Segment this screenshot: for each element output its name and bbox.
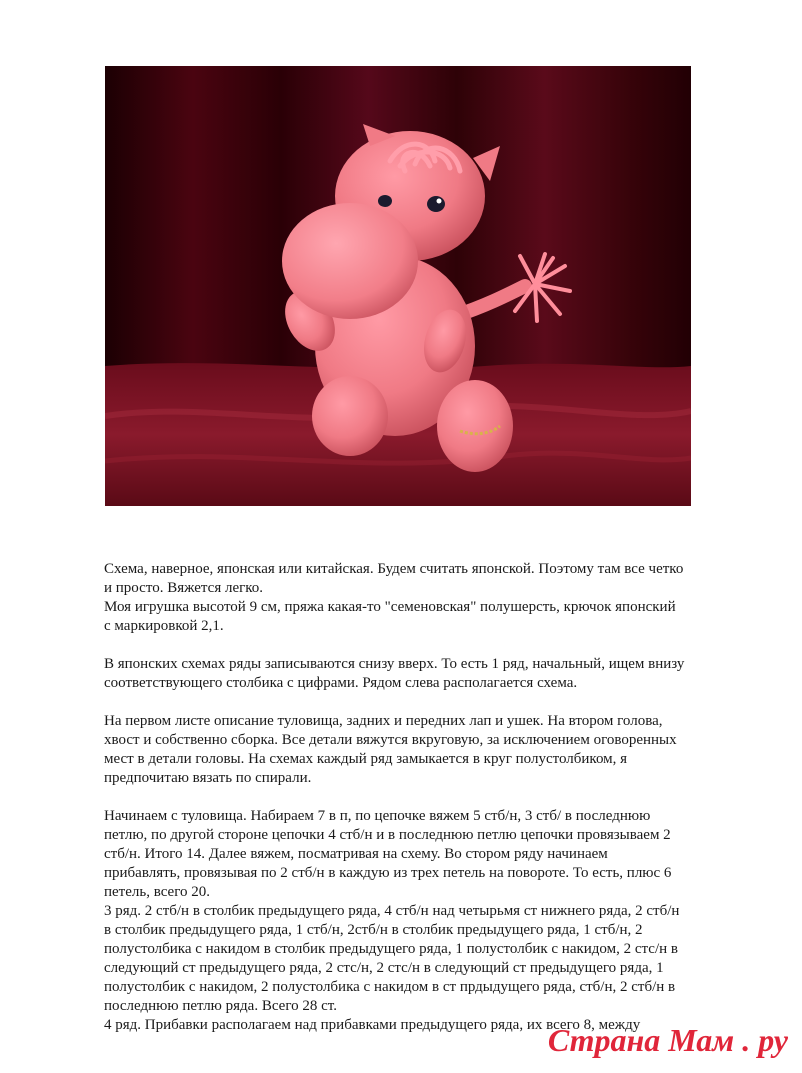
text-line: в столбик предыдущего ряда, 1 стб/н, 2стб/н в столбик предыдущего ряда, 1 стб/н, 2 <box>104 922 643 938</box>
text-line: полустолбик с накидом, 2 полустолбика с накидом в ст прдыдущего ряда, стб/н, 2 стб/н в <box>104 979 676 995</box>
text-line: На первом листе описание туловища, задних и передних лап и ушек. На втором голова, <box>104 713 663 729</box>
paragraph <box>104 655 724 693</box>
text-line: полустолбика с накидом в столбик предыдущего ряда, 1 полустолбик с накидом, 2 стс/н в <box>104 941 678 957</box>
text-line: последнюю петлю ряда. Всего 28 ст. <box>104 998 337 1014</box>
text-line: Моя игрушка высотой 9 см, пряжа какая-то "семеновская" полушерсть, крючок японский <box>104 599 676 615</box>
text-line: мест в детали головы. На схемах каждый ряд замыкается в круг полустолбиком, я <box>104 751 628 767</box>
text-line: Схема, наверное, японская или китайская. Будем считать японской. Поэтому там все четко <box>104 561 684 577</box>
article-text <box>104 560 724 1054</box>
text-line: предпочитаю вязать по спирали. <box>104 770 312 786</box>
text-line: В японских схемах ряды записываются снизу вверх. То есть 1 ряд, начальный, ищем внизу <box>104 656 685 672</box>
text-line: и просто. Вяжется легко. <box>104 580 264 596</box>
text-line: соответствующего столбика с цифрами. Рядом слева располагается схема. <box>104 675 578 691</box>
text-line: петель, всего 20. <box>104 884 210 900</box>
text-line: прибавлять, провязывая по 2 стб/н в каждую из трех петель на повороте. То есть, плюс 6 <box>104 865 672 881</box>
text-line: следующий ст предыдущего ряда, 2 стс/н, 2 стс/н в следующий ст предыдущего ряда, 1 <box>104 960 664 976</box>
site-watermark: Страна Мам . ру <box>547 1022 788 1058</box>
text-line: Начинаем с туловища. Набираем 7 в п, по цепочке вяжем 5 стб/н, 3 стб/ в последнюю <box>104 808 651 824</box>
paragraph <box>104 807 724 1035</box>
text-line: 3 ряд. 2 стб/н в столбик предыдущего ряда, 4 стб/н над четырьмя ст нижнего ряда, 2 стб/н <box>104 903 680 919</box>
paragraph <box>104 560 724 636</box>
text-line: с маркировкой 2,1. <box>104 618 224 634</box>
paragraph <box>104 712 724 788</box>
text-line: 4 ряд. Прибавки располагаем над прибавками предыдущего ряда, их всего 8, между <box>104 1017 641 1033</box>
toy-photo <box>105 66 691 506</box>
text-line: петлю, по другой стороне цепочки 4 стб/н и в последнюю петлю цепочки провязываем 2 <box>104 827 671 843</box>
text-line: хвост и собственно сборка. Все детали вяжутся вкруговую, за исключением оговоренных <box>104 732 677 748</box>
text-line: стб/н. Итого 14. Далее вяжем, посматривая на схему. Во стором ряду начинаем <box>104 846 608 862</box>
